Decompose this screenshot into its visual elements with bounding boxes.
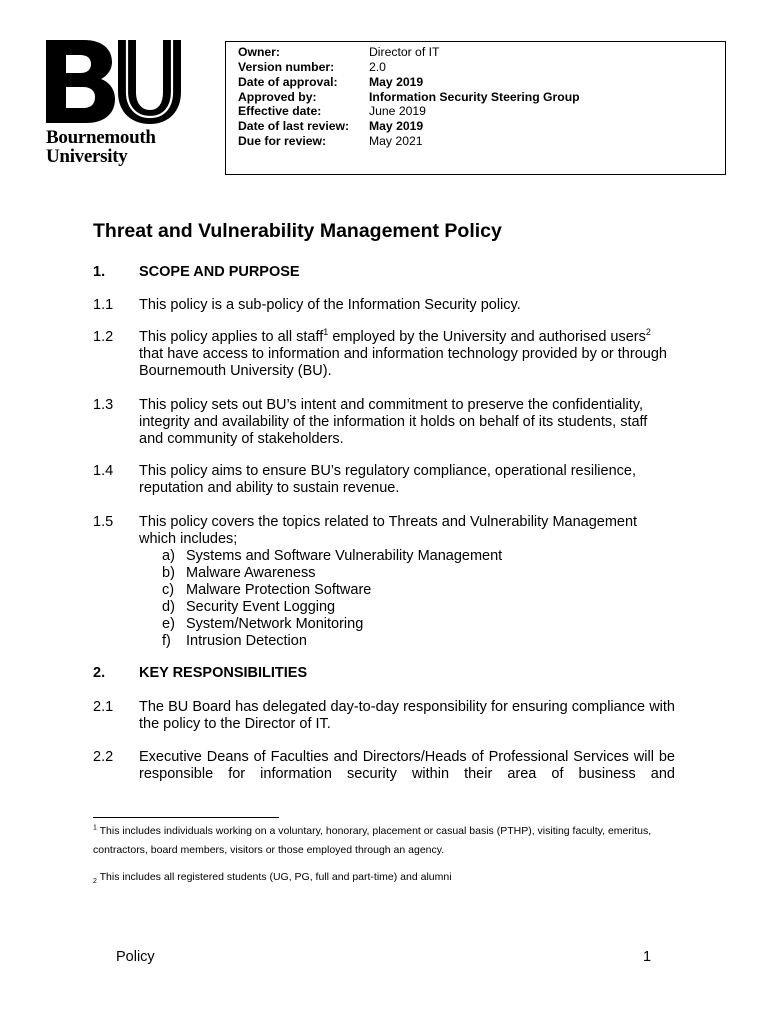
paragraph-text: This policy aims to ensure BU’s regulatory compliance, operational resilience, reputation and ability to sustain revenue. <box>139 463 636 496</box>
paragraph-text: Executive Deans of Faculties and Directors/Heads of Professional Services will be responsible for information security within their area of business and <box>139 749 675 782</box>
list-item-text: Malware Protection Software <box>186 582 372 598</box>
meta-value: May 2019 <box>369 119 424 133</box>
meta-label: Approved by: <box>238 90 317 104</box>
logo-line-university: University <box>46 146 128 167</box>
footnote-ref-2: 2 <box>645 327 651 338</box>
list-item-text: Security Event Logging <box>186 599 336 615</box>
paragraph-1-1 <box>93 297 675 314</box>
paragraph-2-1 <box>93 699 675 733</box>
university-logo <box>46 40 181 167</box>
bu-logo-mark <box>46 40 181 124</box>
meta-label: Effective date: <box>238 104 322 118</box>
section-1-heading <box>93 264 300 280</box>
text-run: This policy applies to all staff <box>139 329 324 345</box>
list-item <box>162 582 502 599</box>
page-number: 1 <box>643 949 652 965</box>
footnote-text: This includes all registered students (UG, PG, full and part-time) and alumni <box>96 871 452 883</box>
paragraph-number: 2.1 <box>93 699 114 715</box>
list-marker: f) <box>162 633 171 649</box>
section-2-heading <box>93 665 307 681</box>
paragraph-number: 1.2 <box>93 329 114 345</box>
section-number: 1. <box>93 264 106 280</box>
paragraph-1-4 <box>93 463 675 497</box>
paragraph-text <box>139 329 675 380</box>
list-item <box>162 616 502 633</box>
footnote-text: This includes individuals working on a voluntary, honorary, placement or casual basis (PTHP), visiting faculty, emeritus, contractors, board members, visitors or those employed through an agency. <box>93 825 652 856</box>
paragraph-text: This policy covers the topics related to Threats and Vulnerability Management which includes; <box>139 514 638 547</box>
list-item-text: Systems and Software Vulnerability Management <box>186 548 503 564</box>
paragraph-2-2 <box>93 749 675 783</box>
footnote-2 <box>93 868 683 887</box>
list-item-text: Intrusion Detection <box>186 633 307 649</box>
topics-list <box>162 548 502 650</box>
list-item <box>162 565 502 582</box>
paragraph-1-5 <box>93 514 675 548</box>
logo-line-bournemouth: Bournemouth <box>46 127 156 148</box>
paragraph-text: This policy is a sub-policy of the Information Security policy. <box>139 297 521 313</box>
meta-value: Information Security Steering Group <box>369 90 580 104</box>
meta-label: Version number: <box>238 60 335 74</box>
section-title: KEY RESPONSIBILITIES <box>139 665 308 681</box>
meta-value: Director of IT <box>369 45 440 59</box>
footnote-separator <box>93 817 279 818</box>
footnote-1 <box>93 822 683 860</box>
footnote-mark: 1 <box>93 824 97 832</box>
paragraph-number: 1.1 <box>93 297 114 313</box>
paragraph-number: 1.3 <box>93 397 114 413</box>
paragraph-number: 1.5 <box>93 514 114 530</box>
list-marker: a) <box>162 548 175 564</box>
meta-value: 2.0 <box>369 60 386 74</box>
meta-label: Owner: <box>238 45 280 59</box>
paragraph-1-3 <box>93 397 675 448</box>
footnote-mark: 2 <box>93 878 97 886</box>
list-marker: e) <box>162 616 175 632</box>
paragraph-text: This policy sets out BU’s intent and commitment to preserve the confidentiality, integrity and availability of the information it holds on behalf of its students, staff and community of stakeholders. <box>139 397 648 447</box>
list-marker: d) <box>162 599 175 615</box>
paragraph-number: 2.2 <box>93 749 114 765</box>
meta-value: May 2019 <box>369 75 424 89</box>
list-item <box>162 599 502 616</box>
document-title: Threat and Vulnerability Management Policy <box>93 220 502 242</box>
meta-label: Date of approval: <box>238 75 338 89</box>
footer-label: Policy <box>116 949 155 965</box>
list-item-text: System/Network Monitoring <box>186 616 364 632</box>
list-item <box>162 633 502 650</box>
section-number: 2. <box>93 665 106 681</box>
meta-label: Date of last review: <box>238 119 350 133</box>
document-metadata-box <box>225 41 726 175</box>
list-item <box>162 548 502 565</box>
footnote-ref-1: 1 <box>323 327 329 338</box>
list-marker: c) <box>162 582 175 598</box>
list-item-text: Malware Awareness <box>186 565 316 581</box>
section-title: SCOPE AND PURPOSE <box>139 264 300 280</box>
meta-value: June 2019 <box>369 104 426 118</box>
text-run: that have access to information and information technology provided by or through Bournemouth University (BU). <box>139 346 667 379</box>
meta-value: May 2021 <box>369 134 423 148</box>
list-marker: b) <box>162 565 175 581</box>
paragraph-text: The BU Board has delegated day-to-day responsibility for ensuring compliance with the policy to the Director of IT. <box>139 699 675 732</box>
paragraph-1-2 <box>93 329 675 380</box>
meta-label: Due for review: <box>238 134 327 148</box>
paragraph-number: 1.4 <box>93 463 114 479</box>
text-run: employed by the University and authorised users <box>328 329 646 345</box>
